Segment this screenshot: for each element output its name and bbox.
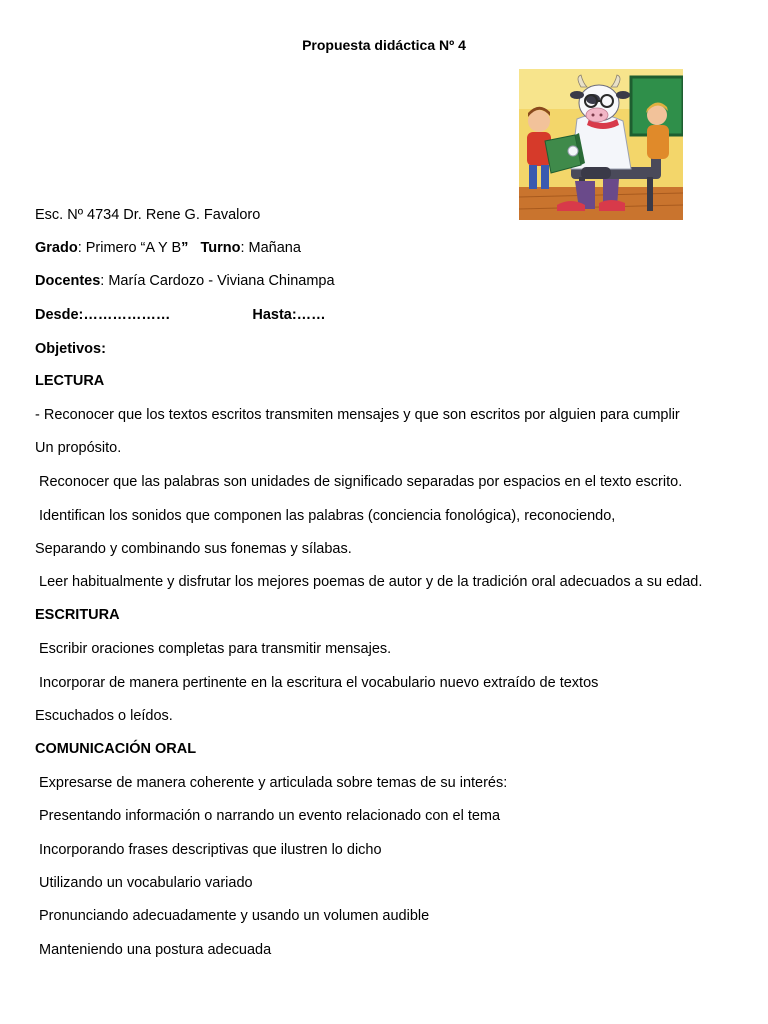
hasta-field: Hasta:……	[252, 307, 326, 323]
lectura-objective: Separando y combinando sus fonemas y sílabas.	[35, 541, 352, 557]
date-range-line	[35, 306, 326, 324]
lectura-objective: Leer habitualmente y disfrutar los mejores poemas de autor y de la tradición oral adecuados a su edad.	[39, 574, 703, 590]
grado-turno-line	[35, 239, 301, 257]
docentes-value: : María Cardozo - Viviana Chinampa	[100, 273, 335, 289]
turno-value: : Mañana	[240, 240, 301, 256]
lectura-heading: LECTURA	[35, 373, 105, 389]
escritura-heading: ESCRITURA	[35, 607, 120, 623]
docentes-line	[35, 272, 335, 290]
oral-objective: Pronunciando adecuadamente y usando un volumen audible	[39, 908, 430, 924]
objetivos-heading: Objetivos:	[35, 341, 106, 357]
lectura-objective: Identifican los sonidos que componen las palabras (conciencia fonológica), reconociendo,	[39, 508, 616, 524]
grado-quote: ”	[181, 240, 189, 256]
grado-value: : Primero “A Y B	[77, 240, 182, 256]
oral-heading: COMUNICACIÓN ORAL	[35, 741, 197, 757]
oral-objective: Manteniendo una postura adecuada	[39, 942, 272, 958]
escritura-objective: Incorporar de manera pertinente en la escritura el vocabulario nuevo extraído de textos	[39, 675, 599, 691]
oral-objective: Utilizando un vocabulario variado	[39, 875, 253, 891]
lectura-objective: Un propósito.	[35, 440, 122, 456]
docentes-label: Docentes	[35, 273, 101, 289]
document-title: Propuesta didáctica Nº 4	[302, 37, 466, 53]
lectura-objective: - Reconocer que los textos escritos transmiten mensajes y que son escritos por alguien para cumplir	[35, 407, 680, 423]
desde-field: Desde:………………	[35, 307, 171, 323]
teacher-reading-illustration	[519, 69, 683, 220]
escritura-objective: Escribir oraciones completas para transmitir mensajes.	[39, 641, 392, 657]
oral-objective: Incorporando frases descriptivas que ilustren lo dicho	[39, 842, 382, 858]
oral-objective: Expresarse de manera coherente y articulada sobre temas de su interés:	[39, 775, 508, 791]
school-name: Esc. Nº 4734 Dr. Rene G. Favaloro	[35, 207, 261, 223]
lectura-objective: Reconocer que las palabras son unidades de significado separadas por espacios en el texto escrito.	[39, 474, 683, 490]
grado-label: Grado	[35, 240, 78, 256]
escritura-objective: Escuchados o leídos.	[35, 708, 173, 724]
oral-objective: Presentando información o narrando un evento relacionado con el tema	[39, 808, 501, 824]
turno-label: Turno	[200, 240, 241, 256]
